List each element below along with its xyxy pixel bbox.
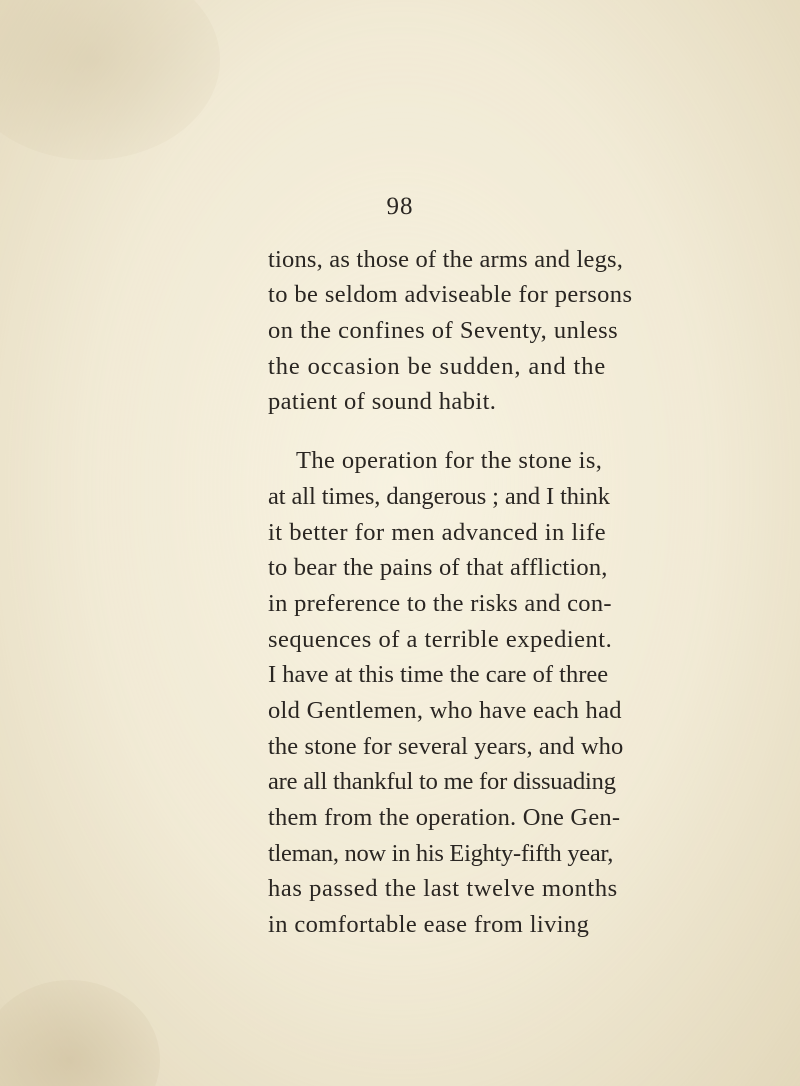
text-line: The operation for the stone is,	[296, 447, 603, 474]
text-line: the occasion be sudden, and the	[268, 353, 607, 380]
text-line: to be seldom adviseable for persons	[268, 281, 633, 308]
text-line: them from the operation. One Gen-	[268, 804, 621, 831]
page-number: 98	[386, 193, 414, 220]
text-line: old Gentlemen, who have each had	[268, 697, 622, 724]
text-line: the stone for several years, and who	[268, 733, 624, 760]
text-line: in comfortable ease from living	[268, 911, 590, 938]
text-line: tions, as those of the arms and legs,	[268, 246, 624, 273]
text-line: sequences of a terrible expedient.	[268, 626, 613, 653]
text-line: to bear the pains of that affliction,	[268, 554, 608, 581]
text-line: patient of sound habit.	[268, 388, 497, 415]
text-line: I have at this time the care of three	[268, 661, 609, 688]
text-line: has passed the last twelve months	[268, 875, 618, 902]
text-line: at all times, dangerous ; and I think	[268, 483, 610, 510]
text-line: on the confines of Seventy, unless	[268, 317, 619, 344]
text-line: it better for men advanced in life	[268, 519, 607, 546]
paper-stain	[0, 0, 220, 160]
paper-stain	[0, 980, 160, 1086]
text-line: are all thankful to me for dissuading	[268, 768, 616, 795]
text-line: tleman, now in his Eighty-fifth year,	[268, 840, 614, 867]
text-line: in preference to the risks and con-	[268, 590, 612, 617]
